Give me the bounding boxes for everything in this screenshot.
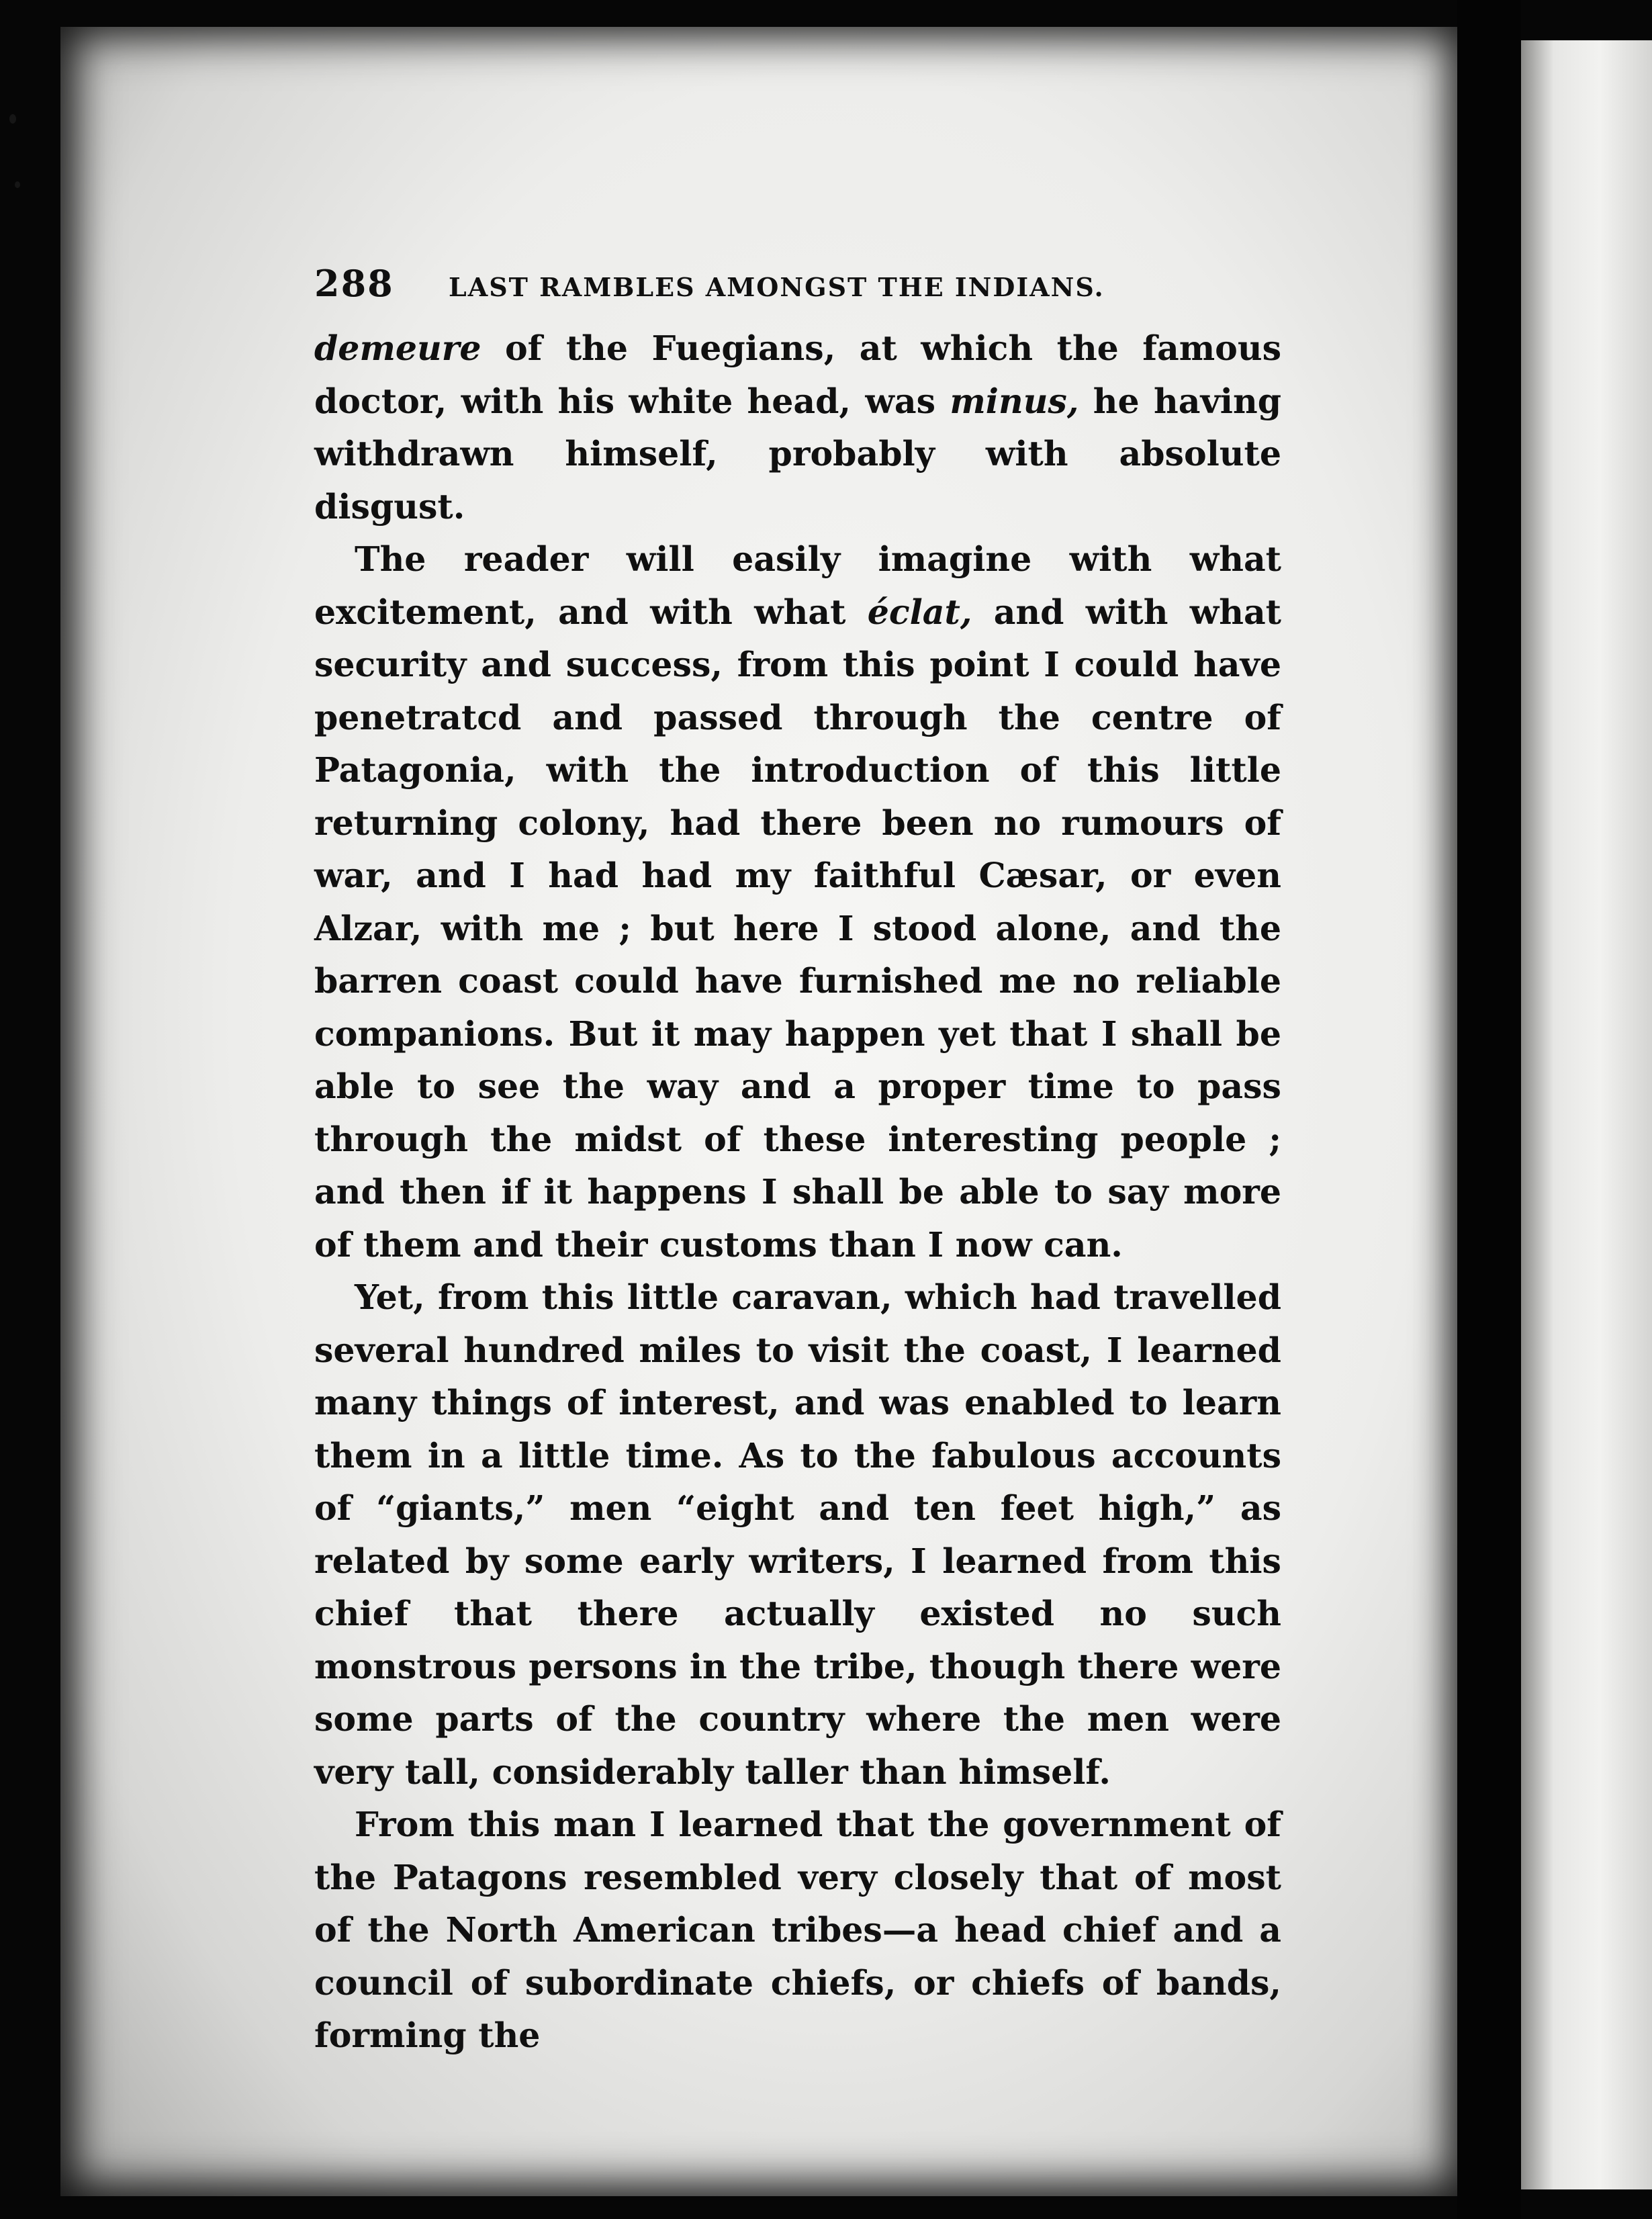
paragraph [314, 1799, 1281, 2063]
scan-speck [15, 181, 20, 188]
page-number: 288 [314, 262, 394, 305]
italic-word: minus, [950, 381, 1079, 421]
page-text-block [314, 262, 1281, 2063]
text-run: From this man I learned that the government of the Patagons resembled very closely that of most of the North American tribes—a head chief and a council of subordinate chiefs, or chiefs of bands, forming the [314, 1805, 1281, 2055]
scan-speck [9, 114, 16, 124]
italic-word: demeure [314, 328, 481, 368]
text-run: Yet, from this little caravan, which had travelled several hundred miles to visit the coast, I learned many things of interest, and was enabled to learn them in a little time. As to the fabulous accounts of “giants,” men “eight and ten feet high,” as related by some early writers, I learned from this chief that there actually existed no such monstrous persons in the tribe, though there were some parts of the country where the men were very tall, considerably taller than himself. [314, 1277, 1281, 1792]
text-run: he having withdrawn himself, probably with absolute disgust. [314, 381, 1282, 527]
text-run: of the Fuegians, at which the famous doctor, with his white head, was [314, 328, 1281, 421]
text-run: and with what security and success, from this point I could have penetratcd and passed through the centre of Patagonia, with the introduction of this little returning colony, had there been no rumours of war, and I had had my faithful Cæsar, or even Alzar, with me ; but here I stood alone, and the barren coast could have furnished me no reliable companions. But it may happen yet that I shall be able to see the way and a proper time to pass through the midst of these interesting people ; and then if it happens I shall be able to say more of them and their customs than I now can. [314, 592, 1281, 1265]
italic-word: éclat, [867, 592, 972, 632]
gutter-shadow [1457, 0, 1521, 2219]
paragraph [314, 1271, 1281, 1799]
paragraph [314, 533, 1281, 1271]
running-title: LAST RAMBLES AMONGST THE INDIANS. [449, 272, 1105, 302]
paragraph [314, 322, 1281, 533]
next-page-edge [1521, 40, 1652, 2189]
running-head [314, 262, 1281, 322]
text-run: The reader will easily imagine with what excitement, and with what [314, 539, 1281, 632]
